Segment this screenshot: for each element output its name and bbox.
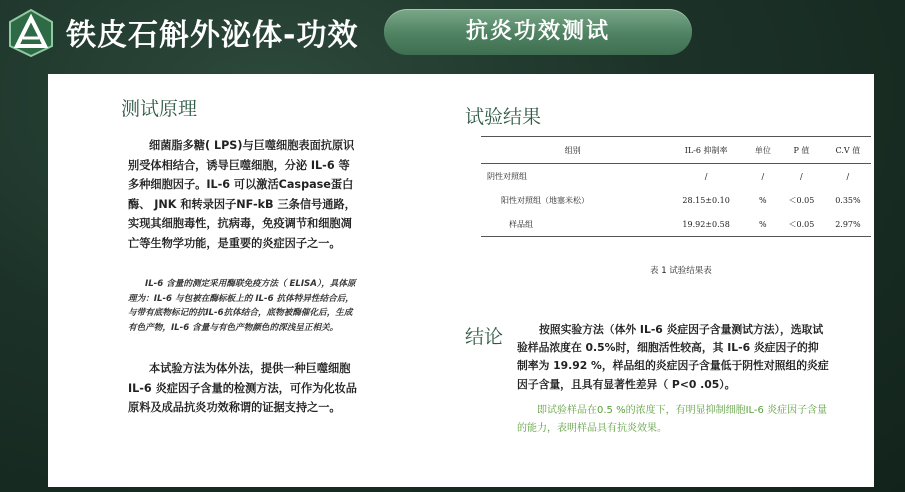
table-cell: / (761, 171, 765, 181)
table-cell: 0.35% (835, 195, 861, 205)
table-row (481, 188, 871, 212)
table-cell: 2.97% (825, 212, 871, 237)
conclusion-highlight (517, 402, 833, 438)
col-group: 组别 (481, 137, 665, 164)
table-row (481, 212, 871, 237)
col-inhibition: IL-6 抑制率 (665, 137, 748, 164)
table-caption: 表 1 试验结果表 (650, 266, 712, 276)
table-cell: / (846, 171, 850, 181)
table-cell: 28.15±0.10 (682, 195, 730, 205)
principle-para-1: 细菌脂多糖( LPS)与巨噬细胞表面抗原识别受体相结合，诱导巨噬细胞，分泌 IL-6 等多种细胞因子。IL-6 可以激活Caspase蛋白酶、 JNK 和转录因子NF-kB 三条信号通路，实现其细胞毒性，抗病毒，免疫调节和细胞凋亡等生物学功能，是重要的炎症因子之一。 (128, 139, 356, 250)
section-pill: 抗炎功效测试 (384, 9, 692, 55)
table-cell: ＜0.05 (788, 195, 815, 205)
table-cell: 阴性对照组 (487, 171, 527, 181)
table-row (481, 164, 871, 189)
table-cell: / (800, 171, 803, 181)
principle-para-italic: IL-6 含量的测定采用酶联免疫方法（ ELISA），具体原理为：IL-6 与包被在酶标板上的 IL-6 抗体特异性结合后，与带有底物标记的抗IL-6抗体结合，底物被酶催化后，生成有色产物，IL-6 含量与有色产物颜色的深浅呈正相关。 (128, 279, 356, 333)
conclusion-para-green: 即试验样品在0.5 %的浓度下，有明显抑制细胞IL-6 炎症因子含量的能力，表明样品具有抗炎效果。 (517, 405, 828, 434)
conclusion-para-1: 按照实验方法（体外 IL-6 炎症因子含量测试方法），选取试验样品浓度在 0.5%时，细胞活性较高，其 IL-6 炎症因子的抑制率为 19.92 %，样品组的炎症因子含量低于阴性对照组的炎症因子含量，且具有显著性差异（ P<0 .05）。 (517, 323, 829, 391)
table-header-row (481, 137, 871, 164)
results-table (481, 136, 871, 237)
principle-method-note (128, 277, 358, 335)
col-p: P 值 (778, 137, 825, 164)
col-unit: 单位 (748, 137, 778, 164)
conclusion-text (517, 321, 829, 394)
col-cv: C.V 值 (825, 137, 871, 164)
principle-heading: 测试原理 (121, 98, 198, 120)
brand-logo-icon (6, 8, 56, 58)
table-cell: % (748, 212, 778, 237)
table-cell: % (759, 195, 767, 205)
table-cell: / (704, 171, 708, 181)
table-cell: ＜0.05 (778, 212, 825, 237)
principle-para-2: 本试验方法为体外法，提供一种巨噬细胞 IL-6 炎症因子含量的检测方法，可作为化妆品原料及成品抗炎功效称谓的证据支持之一。 (128, 362, 357, 415)
page-title: 铁皮石斛外泌体-功效 (66, 18, 359, 53)
table-cell: 19.92±0.58 (665, 212, 748, 237)
table-cell: 阳性对照组（地塞米松） (501, 195, 589, 205)
results-heading: 试验结果 (465, 106, 542, 128)
content-panel (48, 74, 874, 487)
table-cell: 样品组 (481, 212, 665, 237)
principle-text-2 (128, 359, 364, 418)
principle-text (128, 136, 360, 254)
conclusion-heading: 结论 (465, 326, 504, 348)
